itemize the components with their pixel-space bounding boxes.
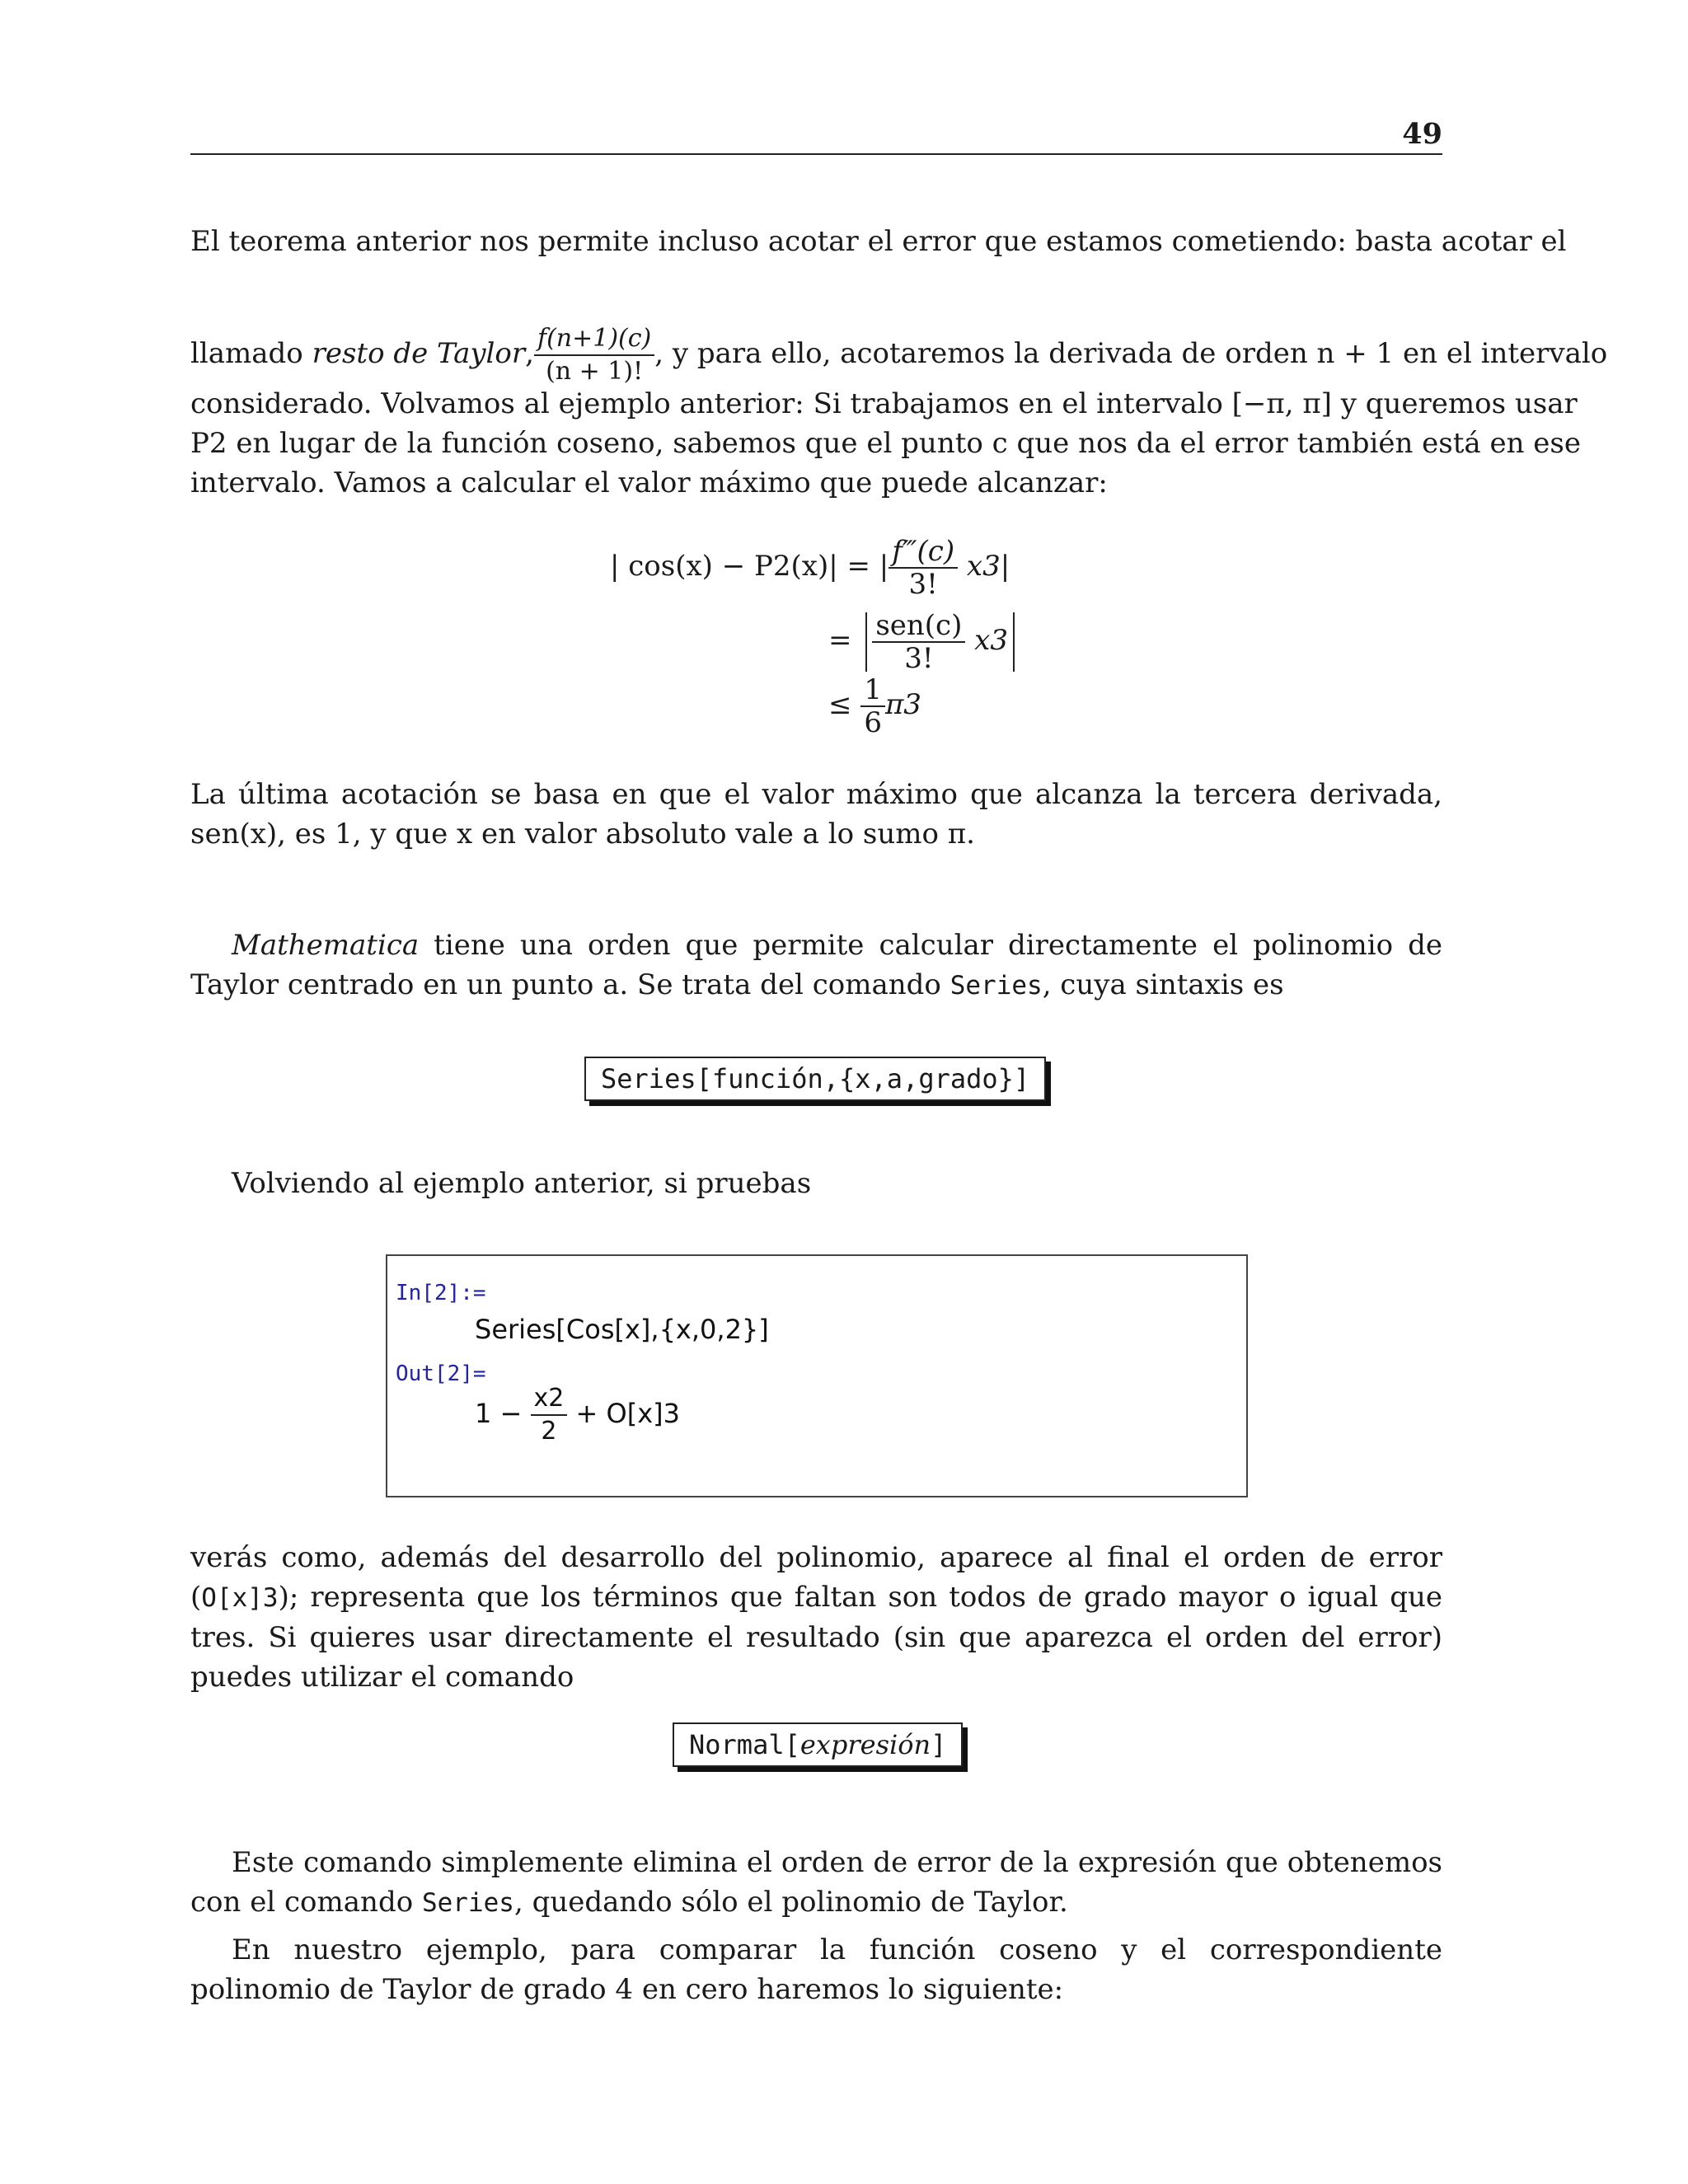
paragraph-line: intervalo. Vamos a calcular el valor máximo que puede alcanzar: [190, 466, 1108, 499]
equals-sign: = [828, 624, 852, 657]
paragraph-line: P2 en lugar de la función coseno, sabemos que el punto c que nos da el error también está en ese [190, 427, 1581, 460]
text: , y para ello, acotaremos la derivada de orden n + 1 en el intervalo [654, 337, 1608, 370]
series-syntax-box: Series[función,{x,a,grado}] [584, 1057, 1046, 1101]
code-text: Normal[ [689, 1729, 800, 1760]
paragraph-example: Volviendo al ejemplo anterior, si pruebas [232, 1167, 812, 1200]
text: , quedando sólo el polinomio de Taylor. [513, 1886, 1068, 1919]
fraction-numerator: sen(c) [872, 610, 965, 643]
product-name: Mathematica [232, 929, 420, 962]
code-text: ] [931, 1729, 947, 1760]
fraction-denominator: (n + 1)! [546, 357, 644, 386]
fraction-denominator: 6 [864, 706, 882, 739]
code-argument: expresión [799, 1729, 931, 1760]
header-rule [190, 153, 1442, 155]
text: ); representa que los términos que faltan son todos de grado mayor o igual que tres. Si quieres usar directamente el resultado (sin que aparezca el orden del error) puedes utilizar el comando [190, 1581, 1442, 1694]
normal-syntax-box [673, 1722, 963, 1767]
fraction-numerator: x2 [531, 1383, 568, 1416]
fraction-denominator: 3! [908, 568, 938, 601]
equation-lhs: | cos(x) − P2(x)| = | [610, 550, 889, 583]
output-fraction [531, 1383, 568, 1447]
output-expression [475, 1383, 680, 1447]
term-resto-de-taylor: resto de Taylor [312, 337, 526, 370]
paragraph-line: considerado. Volvamos al ejemplo anterior: Si trabajamos en el intervalo [−π, π] y queremos usar [190, 387, 1578, 420]
equation-term: x3 [974, 624, 1008, 657]
abs-bar [865, 612, 867, 672]
text: tiene una orden que permite calcular directamente el polinomio de Taylor centrado en un punto a. Se trata del comando [190, 929, 1442, 1001]
fraction-denominator: 2 [541, 1417, 557, 1446]
equation-row-1 [610, 536, 1010, 600]
inline-code: Series [950, 971, 1043, 1001]
equation-fraction [889, 536, 958, 600]
text: Este comando simplemente elimina el orden de error de la expresión que obtenemos con el comando [190, 1846, 1442, 1919]
output-label: Out[2]= [396, 1361, 486, 1386]
paragraph-error-order [190, 1538, 1442, 1697]
fraction-numerator: f(n+1)(c) [534, 323, 654, 356]
equation-term: π3 [884, 688, 921, 721]
inline-code: Series [421, 1888, 514, 1918]
page-number: 49 [1402, 117, 1442, 151]
input-code: Series[Cos[x],{x,0,2}] [475, 1314, 769, 1345]
inline-code: O[x]3 [201, 1583, 279, 1613]
paragraph-normal [190, 1843, 1442, 1923]
equation-fraction [860, 674, 885, 738]
paragraph-intro: El teorema anterior nos permite incluso acotar el error que estamos cometiendo: basta acotar el [190, 225, 1567, 258]
abs-bar [1013, 612, 1015, 672]
fraction-numerator: 1 [860, 674, 885, 707]
paragraph-mathematica [190, 926, 1442, 1005]
text: llamado [190, 337, 312, 370]
output-lead: 1 − [475, 1398, 523, 1429]
paragraph-next-example: En nuestro ejemplo, para comparar la función coseno y el correspondiente polinomio de Taylor de grado 4 en cero haremos lo siguiente: [190, 1933, 1442, 2006]
leq-sign: ≤ [828, 688, 852, 721]
paragraph-remainder: llamado resto de Taylor, $\frac{f(n+1)(c)}{(n + 1)!}$ , y para ello, acotaremos la derivada de orden n + 1 en el intervalo [190, 324, 1608, 386]
text: verás como, además del desarrollo del polinomio, aparece al final el orden de error ( [190, 1541, 1442, 1614]
remainder-fraction [534, 323, 654, 387]
fraction-numerator: f‴(c) [889, 536, 958, 569]
equation-row-2 [828, 610, 1020, 674]
paragraph-bound: La última acotación se basa en que el valor máximo que alcanza la tercera derivada, sen(x), es 1, y que x en valor absoluto vale a lo sumo π. [190, 778, 1442, 851]
notebook-cell [386, 1254, 1248, 1497]
equation-term: x3| [966, 550, 1010, 583]
output-tail: + O[x]3 [575, 1398, 680, 1429]
equation-row-3 [828, 674, 921, 738]
equation-fraction [872, 610, 965, 674]
input-label: In[2]:= [396, 1281, 486, 1305]
fraction-denominator: 3! [904, 642, 934, 675]
text: , cuya sintaxis es [1042, 968, 1284, 1001]
